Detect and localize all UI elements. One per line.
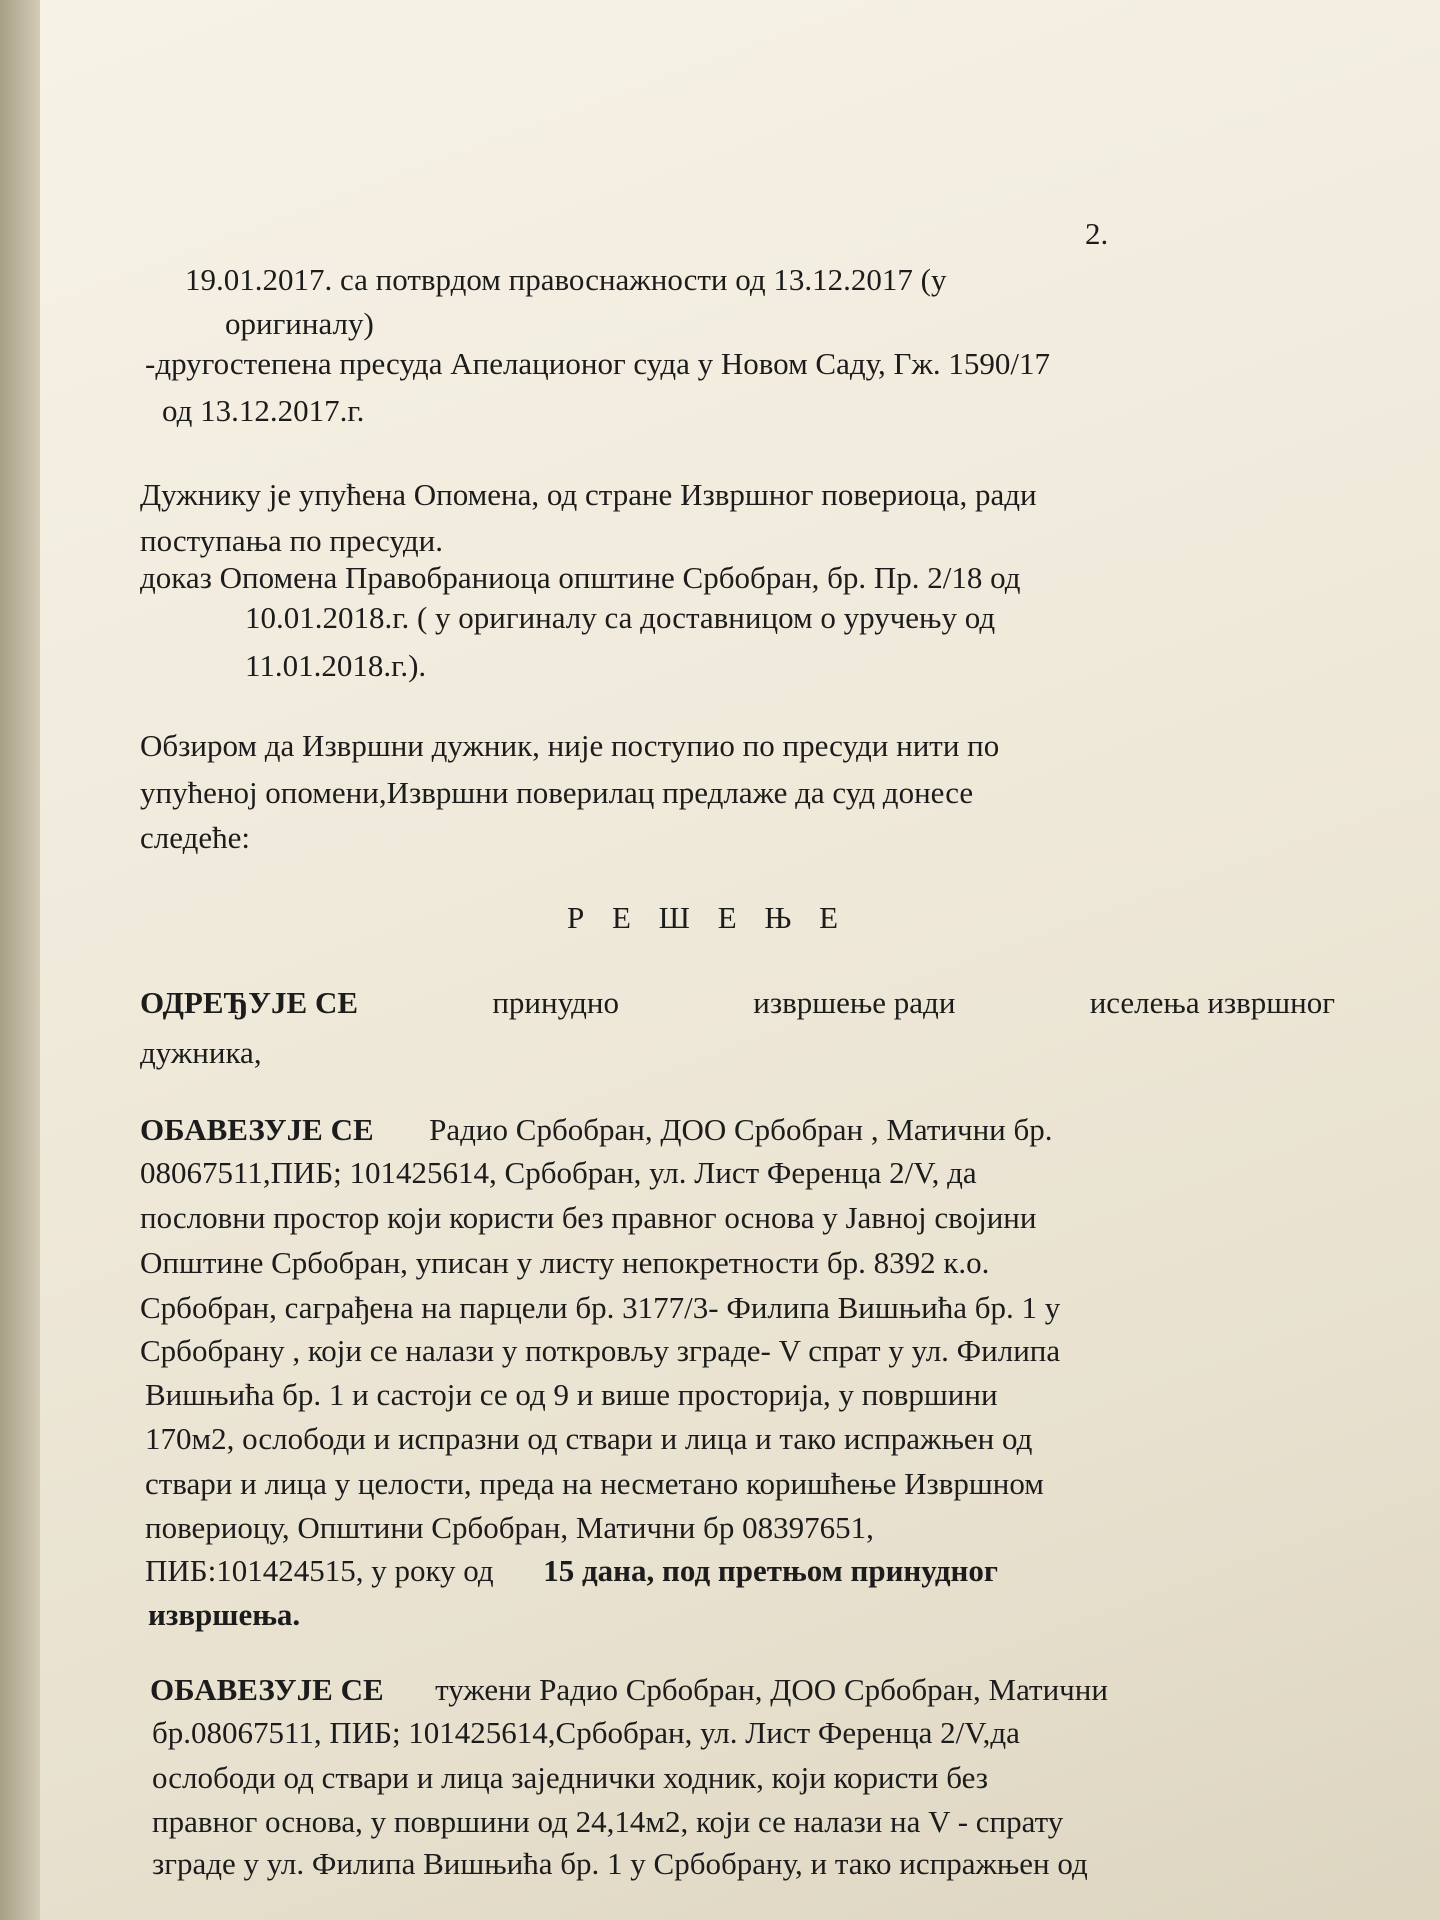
text-line: дужника,	[140, 1035, 262, 1070]
text-line: 11.01.2018.г.).	[245, 648, 427, 683]
text-line: 08067511,ПИБ; 101425614, Србобран, ул. Лист Ференца 2/V, да	[140, 1155, 977, 1190]
text-line: правног основа, у површини од 24,14м2, који се налази на V - спрату	[152, 1804, 1064, 1839]
text-line: доказ Опомена Правобраниоца општине Србобран, бр. Пр. 2/18 од	[140, 560, 1021, 595]
deadline-phrase: 15 дана, под претњом принудног	[543, 1553, 998, 1588]
text-line: оригиналу)	[225, 306, 374, 341]
document-page	[40, 0, 1440, 1920]
deadline-line	[145, 1553, 998, 1589]
text-line: ослободи од ствари и лица заједнички ходник, који користи без	[152, 1760, 989, 1795]
obavezuje-line	[140, 1112, 1053, 1148]
text-span: тужени Радио Србобран, ДОО Србобран, Матични	[435, 1672, 1108, 1707]
obavezuje-label: ОБАВЕЗУЈЕ СЕ	[150, 1672, 384, 1707]
text-line: зграде у ул. Филипа Вишњића бр. 1 у Србобрану, и тако испражњен од	[152, 1846, 1088, 1881]
text-line: следеће:	[140, 820, 250, 855]
text-line: Општине Србобран, уписан у листу непокретности бр. 8392 к.о.	[140, 1245, 990, 1280]
page-number: 2.	[1085, 216, 1109, 251]
text-line: 170м2, ослободи и испразни од ствари и лица и тако испражњен од	[145, 1421, 1033, 1456]
text-span: Радио Србобран, ДОО Србобран , Матични бр.	[429, 1112, 1053, 1147]
odredjuje-line	[140, 985, 1335, 1021]
text-line: Србобрану , који се налази у поткровљу зграде- V спрат у ул. Филипа	[140, 1333, 1061, 1368]
resolution-heading: Р Е Ш Е Њ Е	[567, 900, 849, 935]
text-span: принудно	[492, 985, 619, 1020]
text-span: ПИБ:101424515, у року од	[145, 1553, 494, 1588]
text-line: упућеној опомени,Извршни поверилац предлаже да суд донесе	[140, 775, 974, 810]
text-line: 19.01.2017. са потврдом правоснажности од 13.12.2017 (у	[185, 262, 947, 297]
text-line: извршења.	[148, 1597, 301, 1632]
text-span: иселења извршног	[1089, 985, 1335, 1020]
text-line: од 13.12.2017.г.	[162, 393, 365, 428]
text-line: Србобран, саграђена на парцели бр. 3177/3- Филипа Вишњића бр. 1 у	[140, 1290, 1061, 1325]
text-line: ствари и лица у целости, преда на несметано коришћење Извршном	[145, 1466, 1044, 1501]
text-line: Дужнику је упућена Опомена, од стране Извршног повериоца, ради	[140, 477, 1037, 512]
text-line: Обзиром да Извршни дужник, није поступио по пресуди нити по	[140, 728, 1000, 763]
obavezuje-line	[150, 1672, 1108, 1708]
text-line: Вишњића бр. 1 и састоји се од 9 и више просторија, у површини	[145, 1377, 998, 1412]
text-line: повериоцу, Општини Србобран, Матични бр 08397651,	[145, 1510, 874, 1545]
odredjuje-label: ОДРЕЂУЈЕ СЕ	[140, 985, 359, 1020]
text-line: бр.08067511, ПИБ; 101425614,Србобран, ул. Лист Ференца 2/V,да	[152, 1715, 1020, 1750]
text-line: 10.01.2018.г. ( у оригиналу са доставницом о уручењу од	[245, 600, 996, 635]
text-line: поступања по пресуди.	[140, 523, 444, 558]
text-line: пословни простор који користи без правног основа у Јавној својини	[140, 1200, 1037, 1235]
text-span: извршење ради	[753, 985, 956, 1020]
text-line: -другостепена пресуда Апелационог суда у Новом Саду, Гж. 1590/17	[145, 346, 1050, 381]
obavezuje-label: ОБАВЕЗУЈЕ СЕ	[140, 1112, 374, 1147]
